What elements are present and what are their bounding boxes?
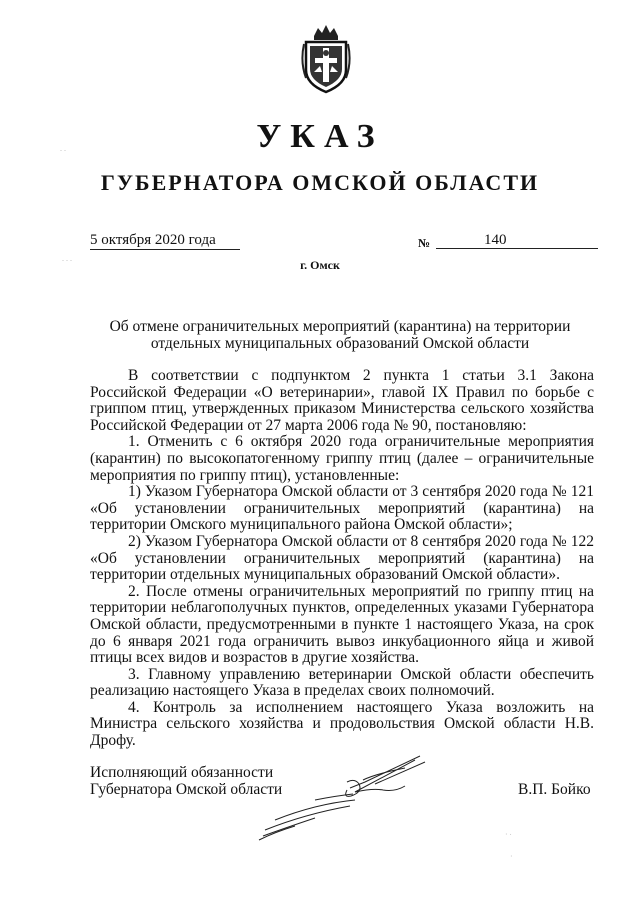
signatory-position-line-1: Исполняющий обязанности [90,764,274,781]
paragraph-item-1-2: 2) Указом Губернатора Омской области от 8 сентября 2020 года № 122 «Об установлении ограничительных мероприятий (карантина) на территории отдельных муниципальных образований Омской области». [90,532,594,584]
document-number: 140 [484,232,507,248]
paragraph-preamble: В соответствии с подпунктом 2 пункта 1 статьи 3.1 Закона Российской Федерации «О ветеринарии», главой IX Правил по борьбе с гриппом птиц, утвержденных приказом Министерства сельского хозяйства Российской Федерации от 27 марта 2006 года № 90, постановляю: [90,367,594,434]
signatory-name: В.П. Бойко [518,781,591,798]
scan-speck: . . . [62,254,72,263]
paragraph-item-1-1: 1) Указом Губернатора Омской области от 3 сентября 2020 года № 121 «Об установлении ограничительных мероприятий (карантина) на территории Омского муниципального района Омской области»; [90,483,594,534]
document-title: УКАЗ [256,118,384,155]
handwritten-signature [255,752,435,842]
scan-speck: . . [60,144,66,153]
number-sign: № [418,236,431,250]
document-subject [90,318,590,352]
paragraph-item-3: 3. Главному управлению ветеринарии Омской области обеспечить реализацию настоящего Указа в пределах своих полномочий. [90,665,594,700]
subject-line-1: Об отмене ограничительных мероприятий (карантина) на территории [109,318,571,335]
paragraph-item-2: 2. После отмены ограничительных мероприятий по гриппу птиц на территории неблагополучных пунктов, определенных указами Губернатора Омской области, предусмотренными в пункте 1 настоящего Указа, на срок до 6 января 2021 года ограничить вывоз инкубационного яйца и живой птицы всех видов и возрастов в другие хозяйства. [90,582,594,667]
subject-line-2: отдельных муниципальных образований Омской области [150,335,530,352]
coat-of-arms-icon [300,22,352,94]
document-subtitle: ГУБЕРНАТОРА ОМСКОЙ ОБЛАСТИ [100,170,540,195]
document-date: 5 октября 2020 года [90,231,240,250]
signatory-position-line-2: Губернатора Омской области [90,781,283,798]
number-underline [436,248,598,249]
paragraph-item-1: 1. Отменить с 6 октября 2020 года ограничительные мероприятия (карантин) по высокопатогенному гриппу птиц (далее – ограничительные мероприятия по гриппу птиц), установленные: [90,433,594,484]
document-body [90,368,594,750]
scan-speck: · ∙ [505,830,512,839]
scan-speck: · [510,852,513,861]
paragraph-item-4: 4. Контроль за исполнением настоящего Указа возложить на Министра сельского хозяйства и продовольствия Омской области Н.В. Дрофу. [90,698,594,750]
document-city: г. Омск [300,258,340,272]
